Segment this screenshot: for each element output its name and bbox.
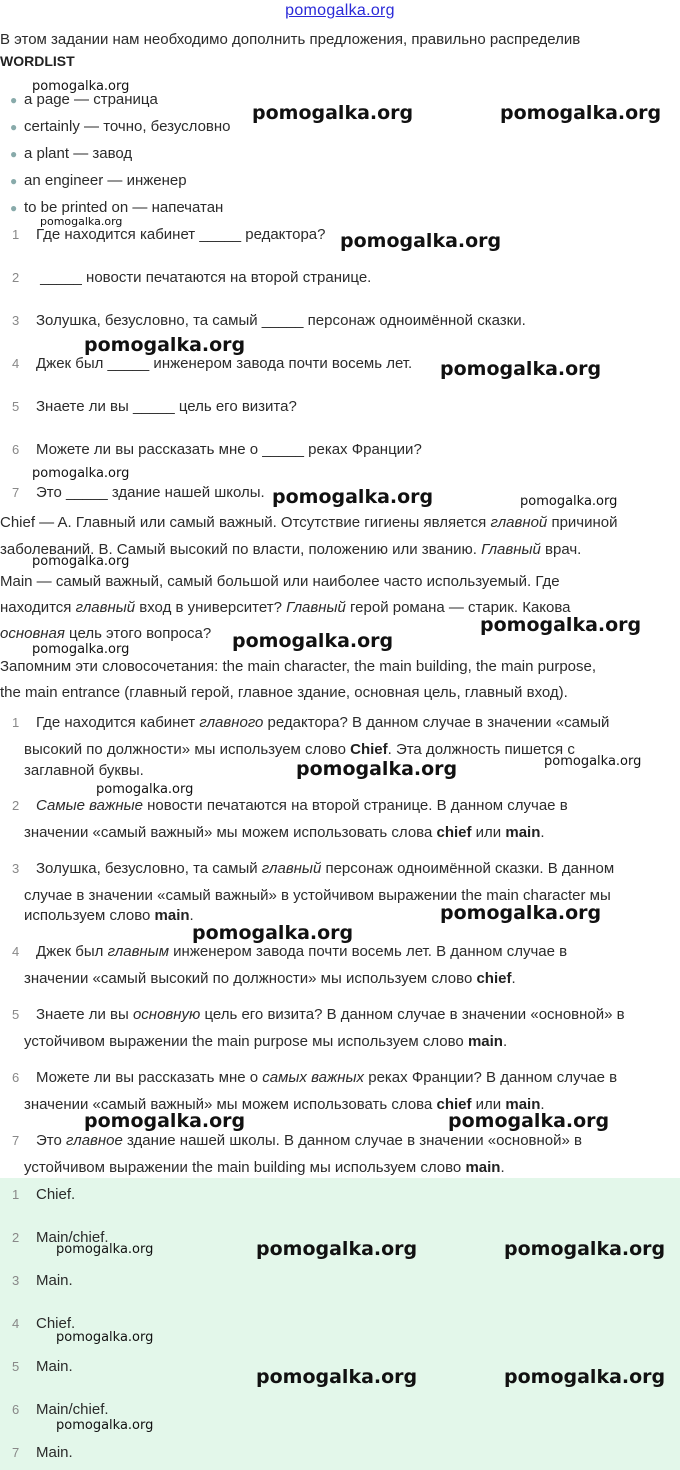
bullet-icon: ● bbox=[10, 147, 18, 161]
watermark: pomogalka.org bbox=[96, 782, 194, 797]
wordlist-item bbox=[10, 199, 223, 216]
wordlist-item-text: certainly — точно, безусловно bbox=[24, 118, 231, 135]
watermark: pomogalka.org bbox=[84, 334, 246, 356]
explanation-item: 2 Самые важные новости печатаются на второй странице. В данном случае в bbox=[12, 797, 568, 814]
watermark: pomogalka.org bbox=[272, 486, 434, 508]
watermark: pomogalka.org bbox=[56, 1418, 154, 1433]
remember-line: the main entrance (главный герой, главное здание, основная цель, главный вход). bbox=[0, 684, 568, 701]
question-text: Где находится кабинет _____ редактора? bbox=[36, 226, 326, 243]
answer-item: 6 Main/chief. bbox=[12, 1401, 109, 1418]
watermark: pomogalka.org bbox=[232, 630, 394, 652]
question-item bbox=[12, 398, 297, 415]
explanation-line: высокий по должности» мы используем слово Chief. Эта должность пишется с bbox=[24, 741, 575, 758]
explanation-line: значении «самый важный» мы можем использовать слова chief или main. bbox=[24, 1096, 545, 1113]
watermark: pomogalka.org bbox=[448, 1110, 610, 1132]
question-number: 2 bbox=[12, 270, 20, 285]
watermark: pomogalka.org bbox=[296, 758, 458, 780]
explanation-line: значении «самый важный» мы можем использовать слова chief или main. bbox=[24, 824, 545, 841]
watermark: pomogalka.org bbox=[56, 1330, 154, 1345]
explanation-line: значении «самый высокий по должности» мы используем слово chief. bbox=[24, 970, 516, 987]
main-definition-line: находится главный вход в университет? Главный герой романа — старик. Какова bbox=[0, 599, 571, 616]
intro-text: В этом задании нам необходимо дополнить предложения, правильно распределив bbox=[0, 31, 581, 48]
question-number: 5 bbox=[12, 399, 20, 414]
watermark: pomogalka.org bbox=[504, 1366, 666, 1388]
wordlist-item-text: a plant — завод bbox=[24, 145, 133, 162]
wordlist-item-text: a page — страница bbox=[24, 91, 158, 108]
explanation-line: устойчивом выражении the main building мы используем слово main. bbox=[24, 1159, 505, 1176]
question-item bbox=[12, 226, 325, 243]
question-item bbox=[12, 312, 526, 329]
answer-item: 7 Main. bbox=[12, 1444, 73, 1461]
question-text: Знаете ли вы _____ цель его визита? bbox=[36, 398, 297, 415]
answer-text: Chief. bbox=[36, 1315, 76, 1332]
chief-definition-line: Chief — A. Главный или самый важный. Отсутствие гигиены является главной причиной bbox=[0, 514, 618, 531]
answer-text: Main/chief. bbox=[36, 1401, 109, 1418]
watermark: pomogalka.org bbox=[32, 466, 130, 481]
watermark: pomogalka.org bbox=[32, 642, 130, 657]
watermark: pomogalka.org bbox=[440, 358, 602, 380]
chief-definition-line: заболеваний. B. Самый высокий по власти, положению или званию. Главный врач. bbox=[0, 541, 582, 558]
question-number: 3 bbox=[12, 313, 20, 328]
answer-text: Main. bbox=[36, 1272, 73, 1289]
question-text: Джек был _____ инженером завода почти восемь лет. bbox=[36, 355, 413, 372]
answer-text: Main. bbox=[36, 1358, 73, 1375]
question-number: 6 bbox=[12, 442, 20, 457]
wordlist-item-text: to be printed on — напечатан bbox=[24, 199, 224, 216]
main-definition-line: основная цель этого вопроса? bbox=[0, 625, 212, 642]
wordlist-item bbox=[10, 145, 132, 162]
question-text: Золушка, безусловно, та самый _____ персонаж одноимённой сказки. bbox=[36, 312, 526, 329]
question-item bbox=[12, 484, 265, 501]
watermark: pomogalka.org bbox=[192, 922, 354, 944]
explanation-line: используем слово main. bbox=[24, 907, 194, 924]
question-item bbox=[12, 355, 412, 372]
answer-text: Main. bbox=[36, 1444, 73, 1461]
answer-item: 5 Main. bbox=[12, 1358, 73, 1375]
bullet-icon: ● bbox=[10, 201, 18, 215]
main-definition-line: Main — самый важный, самый большой или наиболее часто используемый. Где bbox=[0, 573, 560, 590]
explanation-item: 7 Это главное здание нашей школы. В данном случае в значении «основной» в bbox=[12, 1132, 583, 1149]
bullet-icon: ● bbox=[10, 120, 18, 134]
explanation-line: заглавной буквы. bbox=[24, 762, 144, 779]
question-text: Это _____ здание нашей школы. bbox=[36, 484, 265, 501]
wordlist-title: WORDLIST bbox=[0, 53, 75, 69]
watermark: pomogalka.org bbox=[256, 1366, 418, 1388]
watermark: pomogalka.org bbox=[480, 614, 642, 636]
bullet-icon: ● bbox=[10, 93, 18, 107]
explanation-item: 6 Можете ли вы рассказать мне о самых важных реках Франции? В данном случае в bbox=[12, 1069, 618, 1086]
wordlist-item bbox=[10, 118, 231, 135]
answer-item: 1 Chief. bbox=[12, 1186, 76, 1203]
watermark: pomogalka.org bbox=[520, 494, 618, 509]
answer-item: 4 Chief. bbox=[12, 1315, 76, 1332]
watermark: pomogalka.org bbox=[56, 1242, 154, 1257]
answer-text: Main/chief. bbox=[36, 1229, 109, 1246]
watermark: pomogalka.org bbox=[84, 1110, 246, 1132]
watermark: pomogalka.org bbox=[544, 754, 642, 769]
answer-item: 3 Main. bbox=[12, 1272, 73, 1289]
explanation-item: 5 Знаете ли вы основную цель его визита? В данном случае в значении «основной» в bbox=[12, 1006, 625, 1023]
question-number: 7 bbox=[12, 485, 20, 500]
question-text: _____ новости печатаются на второй странице. bbox=[36, 269, 372, 286]
watermark: pomogalka.org bbox=[256, 1238, 418, 1260]
site-header-link[interactable]: pomogalka.org bbox=[285, 2, 395, 19]
question-item bbox=[12, 441, 422, 458]
watermark: pomogalka.org bbox=[340, 230, 502, 252]
bullet-icon: ● bbox=[10, 174, 18, 188]
explanation-line: случае в значении «самый важный» в устойчивом выражении the main character мы bbox=[24, 887, 611, 904]
question-item bbox=[12, 269, 371, 286]
question-number: 4 bbox=[12, 356, 20, 371]
watermark: pomogalka.org bbox=[40, 215, 123, 228]
explanation-item: 4 Джек был главным инженером завода почти восемь лет. В данном случае в bbox=[12, 943, 568, 960]
question-text: Можете ли вы рассказать мне о _____ реках Франции? bbox=[36, 441, 422, 458]
watermark: pomogalka.org bbox=[32, 554, 130, 569]
question-number: 1 bbox=[12, 227, 20, 242]
explanation-line: устойчивом выражении the main purpose мы используем слово main. bbox=[24, 1033, 508, 1050]
watermark: pomogalka.org bbox=[440, 902, 602, 924]
watermark: pomogalka.org bbox=[500, 102, 662, 124]
watermark: pomogalka.org bbox=[504, 1238, 666, 1260]
answer-text: Chief. bbox=[36, 1186, 76, 1203]
watermark: pomogalka.org bbox=[252, 102, 414, 124]
wordlist-item-text: an engineer — инженер bbox=[24, 172, 187, 189]
explanation-item: 3 Золушка, безусловно, та самый главный персонаж одноимённой сказки. В данном bbox=[12, 860, 615, 877]
wordlist-item bbox=[10, 172, 187, 189]
remember-line: Запомним эти словосочетания: the main character, the main building, the main purpose, bbox=[0, 658, 597, 675]
watermark: pomogalka.org bbox=[32, 79, 130, 94]
explanation-item: 1 Где находится кабинет главного редактора? В данном случае в значении «самый bbox=[12, 714, 610, 731]
answer-item: 2 Main/chief. bbox=[12, 1229, 109, 1246]
